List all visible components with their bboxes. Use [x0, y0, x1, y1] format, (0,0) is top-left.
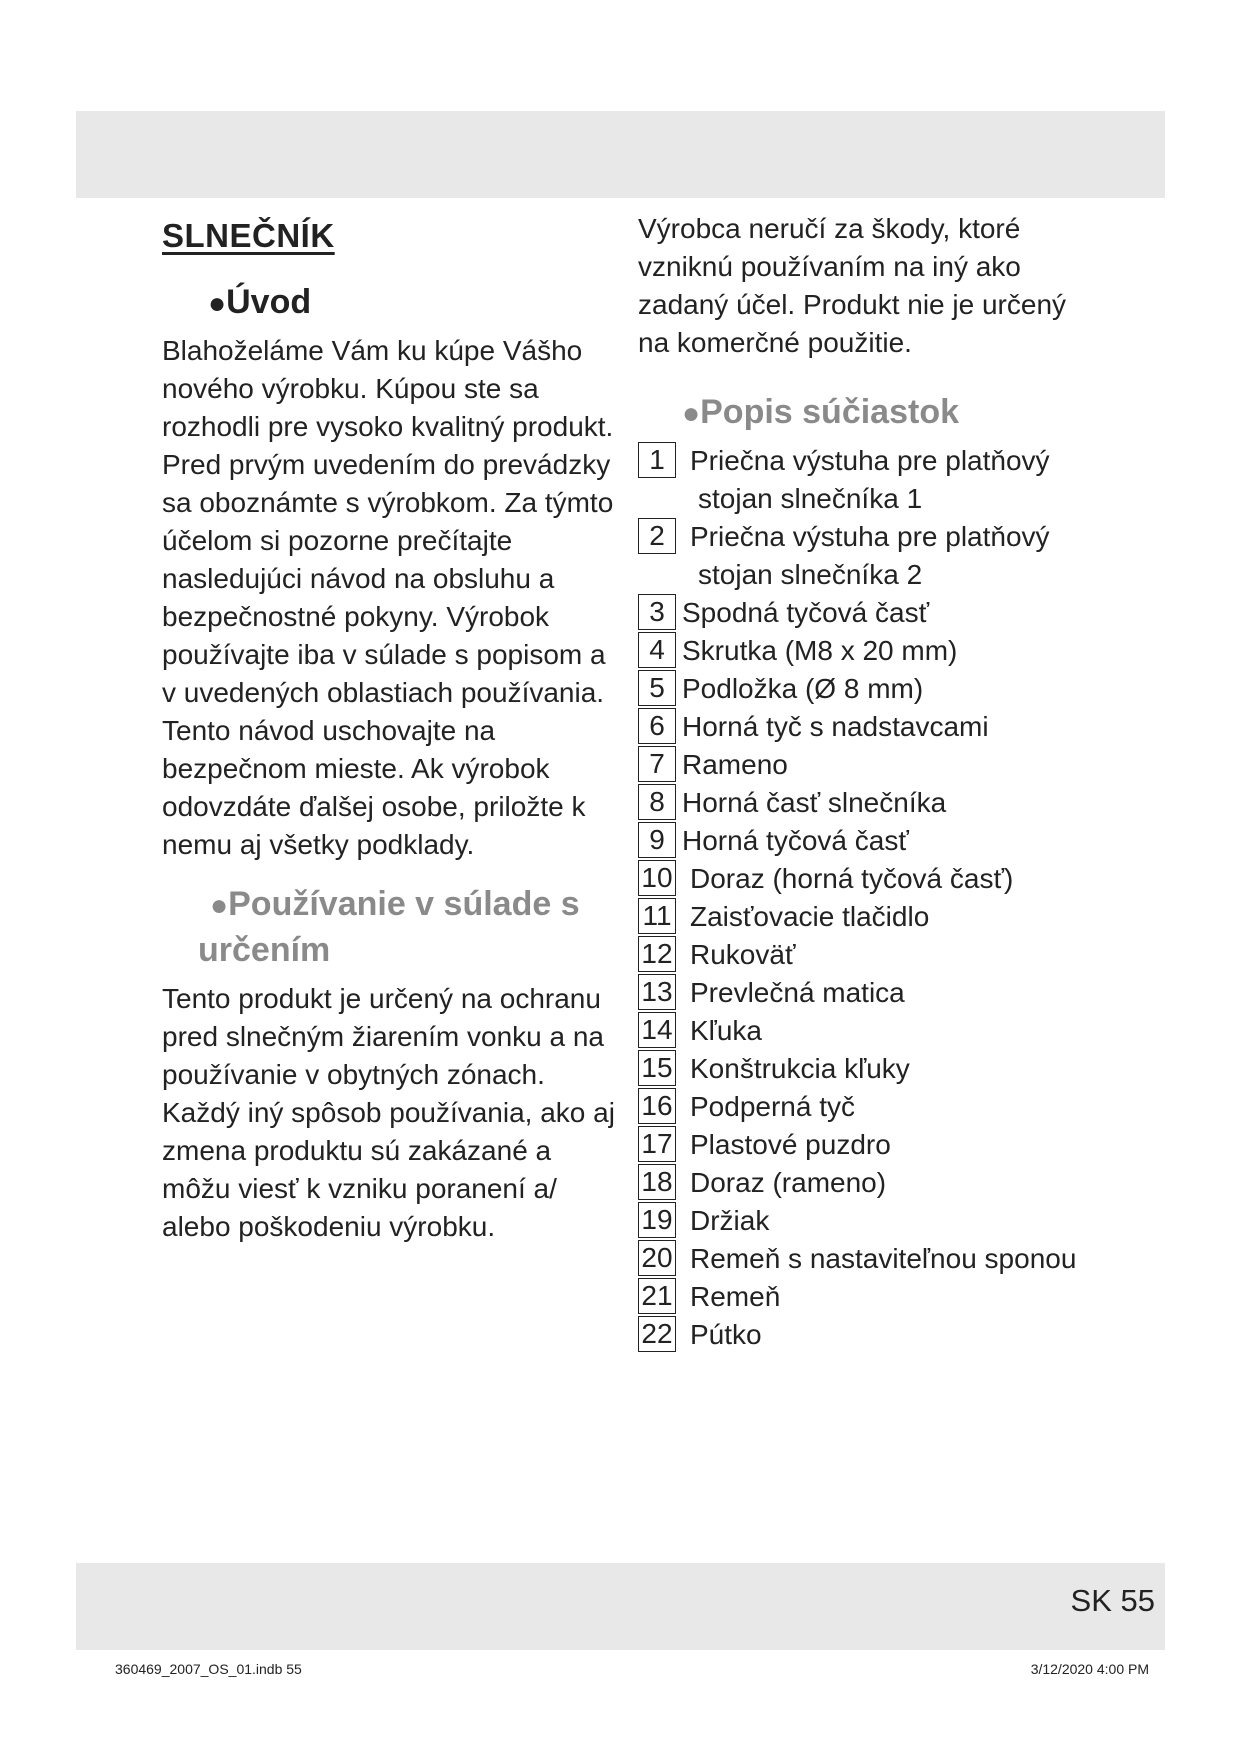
- part-number-box: 7: [638, 746, 676, 782]
- part-number-box: 13: [638, 974, 676, 1010]
- part-item: [638, 936, 1098, 974]
- part-item: [638, 1012, 1098, 1050]
- part-number-box: 1: [638, 442, 676, 478]
- bullet-icon: ●: [208, 287, 227, 320]
- header-band: [76, 111, 1165, 198]
- section-heading-intro: [208, 280, 622, 326]
- document-title: SLNEČNÍK: [162, 217, 335, 254]
- part-number-box: 20: [638, 1240, 676, 1276]
- part-item: [638, 1240, 1098, 1278]
- part-item: [638, 1050, 1098, 1088]
- part-label-text: Držiak: [690, 1205, 770, 1236]
- use-heading-line1: Používanie v súlade s: [228, 885, 580, 923]
- part-number-box: 2: [638, 518, 676, 554]
- part-label-text: Kľuka: [690, 1015, 762, 1046]
- intro-paragraph: Blahoželáme Vám ku kúpe Vášho nového výrobku. Kúpou ste sa rozhodli pre vysoko kvalitný produkt. Pred prvým uvedením do prevádzky sa oboznámte s výrobkom. Za týmto účelom si pozorne prečítajte nasledujúci návod na obsluhu a bezpečnostné pokyny. Výrobok používajte iba v súlade s popisom a v uvedených oblastiach používania. Tento návod uschovajte na bezpečnom mieste. Ak výrobok odovzdáte ďalšej osobe, priložte k nemu aj všetky podklady.: [162, 335, 614, 860]
- part-label: [682, 632, 1098, 670]
- part-item: [638, 860, 1098, 898]
- part-item: [638, 1088, 1098, 1126]
- part-item: [638, 746, 1098, 784]
- part-label: [682, 442, 1098, 518]
- part-label-text-continued: stojan slnečníka 2: [698, 559, 923, 590]
- part-item: [638, 1202, 1098, 1240]
- right-column: [638, 210, 1098, 1354]
- part-item: [638, 708, 1098, 746]
- part-label: [682, 1278, 1098, 1316]
- part-label-text: Prevlečná matica: [690, 977, 905, 1008]
- part-item: [638, 1164, 1098, 1202]
- print-timestamp: 3/12/2020 4:00 PM: [1030, 1661, 1149, 1677]
- part-label: [682, 594, 1098, 632]
- part-number-box: 21: [638, 1278, 676, 1314]
- part-number-box: 6: [638, 708, 676, 744]
- parts-heading-text: Popis súčiastok: [700, 393, 959, 431]
- part-number-box: 10: [638, 860, 676, 896]
- part-label-text: Priečna výstuha pre platňový: [690, 445, 1050, 476]
- part-item: [638, 1126, 1098, 1164]
- part-label-text: Pútko: [690, 1319, 762, 1350]
- part-number-box: 18: [638, 1164, 676, 1200]
- part-label-text: Podperná tyč: [690, 1091, 855, 1122]
- part-label-text: Horná tyč s nadstavcami: [682, 711, 989, 742]
- bullet-icon: ●: [210, 889, 229, 922]
- part-number-box: 3: [638, 594, 676, 630]
- part-item: [638, 632, 1098, 670]
- part-label: [682, 974, 1098, 1012]
- part-label: [682, 1240, 1098, 1278]
- intended-use-paragraph: Tento produkt je určený na ochranu pred slnečným žiarením vonku a na používanie v obytných zónach. Každý iný spôsob používania, ako aj zmena produktu sú zakázané a môžu viesť k vzniku poranení a/ alebo poškodeniu výrobku.: [162, 983, 615, 1242]
- file-slug: 360469_2007_OS_01.indb 55: [115, 1661, 302, 1677]
- part-label-text: Priečna výstuha pre platňový: [690, 521, 1050, 552]
- part-label: [682, 822, 1098, 860]
- part-label: [682, 1050, 1098, 1088]
- part-label-text: Podložka (Ø 8 mm): [682, 673, 924, 704]
- part-label-text: Horná tyčová časť: [682, 825, 909, 856]
- part-item: [638, 518, 1098, 594]
- section-heading-parts: [682, 390, 1098, 436]
- part-label: [682, 1164, 1098, 1202]
- intro-heading-text: Úvod: [226, 283, 312, 321]
- part-label: [682, 1088, 1098, 1126]
- part-label: [682, 1316, 1098, 1354]
- part-item: [638, 784, 1098, 822]
- part-item: [638, 898, 1098, 936]
- part-label-text-continued: stojan slnečníka 1: [698, 483, 923, 514]
- part-item: [638, 1316, 1098, 1354]
- part-number-box: 14: [638, 1012, 676, 1048]
- part-label-text: Doraz (horná tyčová časť): [690, 863, 1014, 894]
- page-number: SK 55: [1070, 1583, 1155, 1618]
- part-label-text: Rukoväť: [690, 939, 796, 970]
- section-heading-intended-use: [198, 882, 622, 972]
- part-label-text: Horná časť slnečníka: [682, 787, 947, 818]
- part-item: [638, 442, 1098, 518]
- bullet-icon: ●: [682, 397, 701, 430]
- part-number-box: 11: [638, 898, 676, 934]
- part-label-text: Remeň s nastaviteľnou sponou: [690, 1243, 1077, 1274]
- part-number-box: 9: [638, 822, 676, 858]
- part-item: [638, 594, 1098, 632]
- part-label: [682, 1126, 1098, 1164]
- footer-band: [76, 1563, 1165, 1650]
- part-label-text: Plastové puzdro: [690, 1129, 891, 1160]
- left-column: [162, 210, 622, 1246]
- part-number-box: 17: [638, 1126, 676, 1162]
- part-label: [682, 746, 1098, 784]
- part-item: [638, 822, 1098, 860]
- part-label: [682, 784, 1098, 822]
- liability-paragraph: Výrobca neručí za škody, ktoré vzniknú používaním na iný ako zadaný účel. Produkt nie je určený na komerčné použitie.: [638, 213, 1067, 358]
- part-item: [638, 1278, 1098, 1316]
- part-label-text: Rameno: [682, 749, 788, 780]
- parts-list: [638, 442, 1098, 1354]
- part-label: [682, 1202, 1098, 1240]
- part-label-text: Remeň: [690, 1281, 781, 1312]
- part-number-box: 22: [638, 1316, 676, 1352]
- part-label-text: Skrutka (M8 x 20 mm): [682, 635, 958, 666]
- part-label: [682, 898, 1098, 936]
- part-label: [682, 708, 1098, 746]
- part-number-box: 5: [638, 670, 676, 706]
- use-heading-line2: určením: [198, 931, 331, 969]
- part-label-text: Konštrukcia kľuky: [690, 1053, 910, 1084]
- part-label-text: Doraz (rameno): [690, 1167, 887, 1198]
- part-number-box: 4: [638, 632, 676, 668]
- part-number-box: 12: [638, 936, 676, 972]
- part-label: [682, 1012, 1098, 1050]
- part-item: [638, 670, 1098, 708]
- part-label-text: Spodná tyčová časť: [682, 597, 930, 628]
- part-number-box: 15: [638, 1050, 676, 1086]
- part-number-box: 16: [638, 1088, 676, 1124]
- part-number-box: 8: [638, 784, 676, 820]
- part-item: [638, 974, 1098, 1012]
- part-label: [682, 518, 1098, 594]
- part-label: [682, 936, 1098, 974]
- part-label: [682, 860, 1098, 898]
- part-label: [682, 670, 1098, 708]
- part-label-text: Zaisťovacie tlačidlo: [690, 901, 930, 932]
- part-number-box: 19: [638, 1202, 676, 1238]
